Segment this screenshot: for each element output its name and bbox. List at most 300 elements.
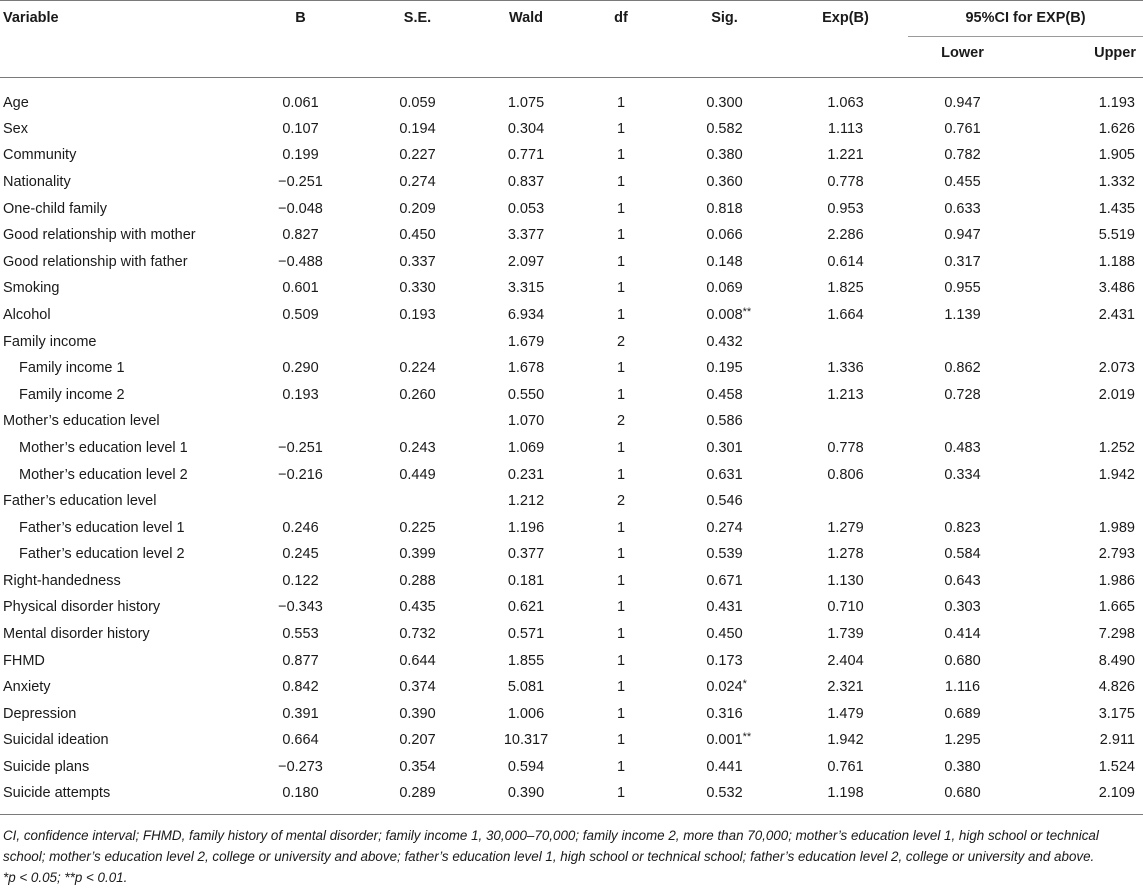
upper-cell: 2.431 bbox=[1098, 306, 1135, 323]
wald-cell: 0.377 bbox=[507, 546, 545, 563]
table-row bbox=[0, 408, 1143, 435]
sig-cell bbox=[666, 647, 783, 674]
lower-cell: 0.455 bbox=[944, 173, 981, 190]
table-footnote bbox=[3, 825, 1139, 888]
se-cell: 0.390 bbox=[399, 705, 436, 722]
table-row bbox=[0, 647, 1143, 674]
variable-cell: FHMD bbox=[3, 652, 45, 669]
b-cell: 0.553 bbox=[282, 626, 319, 643]
b-cell: −0.251 bbox=[278, 173, 323, 190]
lower-cell: 0.483 bbox=[944, 439, 981, 456]
df-cell: 1 bbox=[616, 519, 626, 536]
expb-cell: 0.761 bbox=[827, 759, 864, 776]
header-se: S.E. bbox=[403, 10, 432, 26]
wald-cell: 1.212 bbox=[507, 493, 545, 510]
lower-cell: 0.414 bbox=[944, 626, 981, 643]
sig-value: 0.431 bbox=[706, 599, 743, 616]
wald-cell: 0.771 bbox=[507, 147, 545, 164]
wald-cell: 0.304 bbox=[507, 120, 545, 137]
table-header bbox=[0, 1, 1143, 78]
lower-cell: 0.633 bbox=[944, 200, 981, 217]
se-cell: 0.194 bbox=[399, 120, 436, 137]
sig-cell bbox=[666, 302, 783, 329]
footnote-line: *p < 0.05; **p < 0.01. bbox=[3, 869, 128, 885]
expb-cell bbox=[783, 408, 908, 435]
b-cell: 0.601 bbox=[282, 280, 319, 297]
b-cell: 0.509 bbox=[282, 306, 319, 323]
df-cell: 1 bbox=[616, 147, 626, 164]
expb-cell: 0.953 bbox=[827, 200, 864, 217]
sig-value: 0.195 bbox=[706, 360, 743, 377]
significance-stars: ** bbox=[742, 731, 752, 744]
sig-cell bbox=[666, 568, 783, 595]
se-cell: 0.059 bbox=[399, 94, 436, 111]
b-cell: 0.107 bbox=[282, 120, 319, 137]
header-upper: Upper bbox=[1094, 45, 1136, 61]
variable-cell: Suicide attempts bbox=[3, 785, 111, 802]
table-row bbox=[0, 727, 1143, 754]
b-cell: 0.290 bbox=[282, 360, 319, 377]
expb-cell bbox=[783, 328, 908, 355]
sig-cell bbox=[666, 674, 783, 701]
lower-cell: 0.680 bbox=[944, 785, 981, 802]
upper-cell: 5.519 bbox=[1098, 227, 1135, 244]
variable-cell: Family income bbox=[3, 333, 97, 350]
sig-value: 0.546 bbox=[706, 493, 743, 510]
se-cell: 0.449 bbox=[399, 466, 436, 483]
se-cell: 0.450 bbox=[399, 227, 436, 244]
header-b: B bbox=[295, 10, 306, 26]
table-row bbox=[0, 142, 1143, 169]
sig-cell bbox=[666, 328, 783, 355]
expb-cell: 1.113 bbox=[827, 120, 864, 137]
expb-cell: 0.778 bbox=[827, 173, 864, 190]
wald-cell: 0.621 bbox=[507, 599, 545, 616]
b-cell: 0.877 bbox=[282, 652, 319, 669]
expb-cell: 1.825 bbox=[827, 280, 864, 297]
sig-cell bbox=[666, 169, 783, 196]
df-cell: 1 bbox=[616, 732, 626, 749]
sig-value: 0.631 bbox=[706, 466, 743, 483]
sig-value: 0.148 bbox=[706, 253, 743, 270]
upper-cell: 2.019 bbox=[1098, 386, 1135, 403]
sig-value: 0.066 bbox=[706, 227, 743, 244]
variable-cell: Mental disorder history bbox=[3, 626, 150, 643]
sig-cell bbox=[666, 435, 783, 462]
table-row bbox=[0, 594, 1143, 621]
sig-value: 0.301 bbox=[706, 439, 743, 456]
se-cell: 0.435 bbox=[399, 599, 436, 616]
lower-cell: 0.334 bbox=[944, 466, 981, 483]
sig-cell bbox=[666, 222, 783, 249]
wald-cell: 1.070 bbox=[507, 413, 545, 430]
expb-cell: 0.778 bbox=[827, 439, 864, 456]
se-cell: 0.227 bbox=[399, 147, 436, 164]
lower-cell: 1.116 bbox=[944, 679, 981, 696]
sig-cell bbox=[666, 142, 783, 169]
footnote-line: school; mother’s education level 2, college or university and above; father’s education level 1, high school or technical school; father’s education level 2, college or university and above. bbox=[3, 848, 1095, 864]
table-row bbox=[0, 541, 1143, 568]
expb-cell: 1.279 bbox=[827, 519, 864, 536]
sig-cell bbox=[666, 621, 783, 648]
upper-cell: 8.490 bbox=[1098, 652, 1135, 669]
expb-cell: 1.336 bbox=[827, 360, 864, 377]
b-cell: 0.061 bbox=[282, 94, 319, 111]
expb-cell: 2.321 bbox=[827, 679, 864, 696]
lower-cell: 1.139 bbox=[944, 306, 981, 323]
se-cell: 0.243 bbox=[399, 439, 436, 456]
b-cell: 0.180 bbox=[282, 785, 319, 802]
upper-cell: 2.911 bbox=[1099, 732, 1135, 749]
expb-cell: 1.942 bbox=[827, 732, 864, 749]
df-cell: 1 bbox=[616, 546, 626, 563]
variable-cell: Suicidal ideation bbox=[3, 732, 109, 749]
upper-cell: 4.826 bbox=[1098, 679, 1135, 696]
se-cell: 0.732 bbox=[399, 626, 436, 643]
se-cell: 0.274 bbox=[399, 173, 436, 190]
sig-value: 0.450 bbox=[706, 626, 743, 643]
wald-cell: 5.081 bbox=[507, 679, 545, 696]
upper-cell bbox=[1017, 488, 1143, 515]
lower-cell: 1.295 bbox=[944, 732, 981, 749]
expb-cell: 0.710 bbox=[827, 599, 864, 616]
header-variable: Variable bbox=[3, 10, 59, 26]
lower-cell: 0.947 bbox=[944, 94, 981, 111]
sig-cell bbox=[666, 514, 783, 541]
b-cell: −0.216 bbox=[278, 466, 323, 483]
expb-cell: 1.739 bbox=[827, 626, 864, 643]
table-body bbox=[0, 78, 1143, 815]
variable-cell: Anxiety bbox=[3, 679, 51, 696]
se-cell bbox=[359, 488, 476, 515]
variable-cell: Mother’s education level 1 bbox=[19, 439, 188, 456]
table-row bbox=[0, 302, 1143, 329]
upper-cell: 2.073 bbox=[1098, 360, 1135, 377]
variable-cell: One-child family bbox=[3, 200, 107, 217]
b-cell: −0.343 bbox=[278, 599, 323, 616]
expb-cell: 1.063 bbox=[827, 94, 864, 111]
df-cell: 1 bbox=[616, 466, 626, 483]
sig-cell bbox=[666, 408, 783, 435]
variable-cell: Suicide plans bbox=[3, 759, 90, 776]
table-row bbox=[0, 568, 1143, 595]
table-row bbox=[0, 222, 1143, 249]
se-cell: 0.399 bbox=[399, 546, 436, 563]
wald-cell: 0.837 bbox=[507, 173, 545, 190]
header-sig: Sig. bbox=[711, 10, 738, 26]
expb-cell: 0.614 bbox=[827, 253, 864, 270]
header-ci: 95%CI for EXP(B) bbox=[908, 1, 1143, 37]
sig-value: 0.582 bbox=[706, 120, 743, 137]
lower-cell: 0.303 bbox=[944, 599, 981, 616]
upper-cell: 1.524 bbox=[1098, 759, 1135, 776]
variable-cell: Age bbox=[3, 94, 29, 111]
lower-cell: 0.782 bbox=[944, 147, 981, 164]
significance-stars: * bbox=[742, 678, 747, 691]
sig-cell bbox=[666, 381, 783, 408]
sig-cell bbox=[666, 780, 783, 814]
wald-cell: 3.377 bbox=[507, 227, 545, 244]
df-cell: 1 bbox=[616, 253, 626, 270]
table-row bbox=[0, 275, 1143, 302]
upper-cell: 1.989 bbox=[1098, 519, 1135, 536]
sig-cell bbox=[666, 461, 783, 488]
table-row bbox=[0, 621, 1143, 648]
b-cell: 0.193 bbox=[282, 386, 319, 403]
sig-value: 0.069 bbox=[706, 280, 743, 297]
sig-value: 0.360 bbox=[706, 173, 743, 190]
sig-value: 0.274 bbox=[706, 519, 743, 536]
header-lower: Lower bbox=[941, 45, 984, 61]
se-cell: 0.354 bbox=[399, 759, 436, 776]
sig-value: 0.173 bbox=[706, 652, 743, 669]
lower-cell: 0.317 bbox=[944, 253, 981, 270]
se-cell: 0.207 bbox=[399, 732, 436, 749]
upper-cell: 1.986 bbox=[1098, 572, 1135, 589]
df-cell: 2 bbox=[616, 333, 626, 350]
se-cell: 0.193 bbox=[399, 306, 436, 323]
table-row bbox=[0, 169, 1143, 196]
se-cell: 0.288 bbox=[399, 572, 436, 589]
variable-cell: Sex bbox=[3, 120, 28, 137]
df-cell: 1 bbox=[616, 572, 626, 589]
upper-cell: 1.435 bbox=[1098, 200, 1135, 217]
df-cell: 2 bbox=[616, 493, 626, 510]
se-cell: 0.374 bbox=[399, 679, 436, 696]
wald-cell: 6.934 bbox=[507, 306, 545, 323]
variable-cell: Mother’s education level bbox=[3, 413, 160, 430]
sig-cell bbox=[666, 116, 783, 143]
wald-cell: 0.390 bbox=[507, 785, 545, 802]
table-row bbox=[0, 435, 1143, 462]
upper-cell: 1.942 bbox=[1098, 466, 1135, 483]
lower-cell: 0.380 bbox=[944, 759, 981, 776]
df-cell: 2 bbox=[616, 413, 626, 430]
lower-cell bbox=[908, 408, 1017, 435]
wald-cell: 0.571 bbox=[507, 626, 545, 643]
variable-cell: Smoking bbox=[3, 280, 60, 297]
se-cell: 0.644 bbox=[399, 652, 436, 669]
se-cell bbox=[359, 328, 476, 355]
upper-cell: 2.793 bbox=[1098, 546, 1135, 563]
table-row bbox=[0, 701, 1143, 728]
sig-cell bbox=[666, 701, 783, 728]
wald-cell: 1.006 bbox=[507, 705, 545, 722]
df-cell: 1 bbox=[616, 120, 626, 137]
expb-cell bbox=[783, 488, 908, 515]
lower-cell: 0.689 bbox=[944, 705, 981, 722]
table-row bbox=[0, 78, 1143, 116]
variable-cell: Depression bbox=[3, 705, 77, 722]
lower-cell bbox=[908, 488, 1017, 515]
b-cell: 0.664 bbox=[282, 732, 319, 749]
b-cell: 0.245 bbox=[282, 546, 319, 563]
sig-cell bbox=[666, 594, 783, 621]
se-cell: 0.224 bbox=[399, 360, 436, 377]
sig-cell bbox=[666, 541, 783, 568]
se-cell: 0.260 bbox=[399, 386, 436, 403]
b-cell bbox=[242, 408, 359, 435]
sig-value: 0.024 bbox=[706, 679, 743, 696]
table-row bbox=[0, 195, 1143, 222]
wald-cell: 10.317 bbox=[503, 732, 549, 749]
sig-value: 0.671 bbox=[706, 572, 743, 589]
expb-cell: 1.221 bbox=[827, 147, 864, 164]
df-cell: 1 bbox=[616, 173, 626, 190]
b-cell: 0.122 bbox=[282, 572, 319, 589]
variable-cell: Alcohol bbox=[3, 306, 51, 323]
df-cell: 1 bbox=[616, 360, 626, 377]
expb-cell: 1.278 bbox=[827, 546, 864, 563]
b-cell: −0.048 bbox=[278, 200, 323, 217]
table-row bbox=[0, 116, 1143, 143]
upper-cell bbox=[1017, 408, 1143, 435]
se-cell: 0.225 bbox=[399, 519, 436, 536]
se-cell: 0.337 bbox=[399, 253, 436, 270]
lower-cell: 0.584 bbox=[944, 546, 981, 563]
df-cell: 1 bbox=[616, 679, 626, 696]
lower-cell: 0.680 bbox=[944, 652, 981, 669]
sig-value: 0.008 bbox=[706, 306, 743, 323]
variable-cell: Family income 2 bbox=[19, 386, 125, 403]
variable-cell: Father’s education level 2 bbox=[19, 546, 185, 563]
sig-value: 0.316 bbox=[706, 705, 743, 722]
sig-value: 0.532 bbox=[706, 785, 743, 802]
sig-cell bbox=[666, 195, 783, 222]
sig-cell bbox=[666, 754, 783, 781]
expb-cell: 1.198 bbox=[827, 785, 864, 802]
lower-cell: 0.862 bbox=[944, 360, 981, 377]
b-cell: −0.488 bbox=[278, 253, 323, 270]
variable-cell: Mother’s education level 2 bbox=[19, 466, 188, 483]
table-row bbox=[0, 328, 1143, 355]
wald-cell: 1.069 bbox=[507, 439, 545, 456]
sig-value: 0.432 bbox=[706, 333, 743, 350]
se-cell: 0.330 bbox=[399, 280, 436, 297]
sig-value: 0.818 bbox=[706, 200, 743, 217]
wald-cell: 0.053 bbox=[507, 200, 545, 217]
expb-cell: 0.806 bbox=[827, 466, 864, 483]
expb-cell: 1.664 bbox=[827, 306, 864, 323]
df-cell: 1 bbox=[616, 652, 626, 669]
sig-cell bbox=[666, 488, 783, 515]
table-row bbox=[0, 355, 1143, 382]
upper-cell: 1.332 bbox=[1098, 173, 1135, 190]
header-df: df bbox=[614, 10, 628, 26]
upper-cell: 7.298 bbox=[1098, 626, 1135, 643]
b-cell: −0.273 bbox=[278, 759, 323, 776]
significance-stars: ** bbox=[742, 305, 752, 318]
wald-cell: 1.075 bbox=[507, 94, 545, 111]
lower-cell bbox=[908, 328, 1017, 355]
sig-value: 0.539 bbox=[706, 546, 743, 563]
b-cell: −0.251 bbox=[278, 439, 323, 456]
table-row bbox=[0, 514, 1143, 541]
variable-cell: Nationality bbox=[3, 173, 71, 190]
lower-cell: 0.761 bbox=[944, 120, 981, 137]
table-row bbox=[0, 248, 1143, 275]
se-cell bbox=[359, 408, 476, 435]
variable-cell: Father’s education level 1 bbox=[19, 519, 185, 536]
b-cell: 0.391 bbox=[282, 705, 319, 722]
sig-cell bbox=[666, 355, 783, 382]
df-cell: 1 bbox=[616, 94, 626, 111]
expb-cell: 1.213 bbox=[827, 386, 864, 403]
variable-cell: Community bbox=[3, 147, 77, 164]
upper-cell: 1.665 bbox=[1098, 599, 1135, 616]
sig-value: 0.441 bbox=[706, 759, 743, 776]
wald-cell: 1.678 bbox=[507, 360, 545, 377]
sig-value: 0.001 bbox=[706, 732, 743, 749]
sig-value: 0.380 bbox=[706, 147, 743, 164]
sig-cell bbox=[666, 727, 783, 754]
upper-cell: 1.252 bbox=[1098, 439, 1135, 456]
b-cell: 0.827 bbox=[282, 227, 319, 244]
variable-cell: Good relationship with mother bbox=[3, 227, 196, 244]
df-cell: 1 bbox=[616, 439, 626, 456]
table-row bbox=[0, 780, 1143, 814]
wald-cell: 2.097 bbox=[507, 253, 545, 270]
sig-cell bbox=[666, 275, 783, 302]
variable-cell: Right-handedness bbox=[3, 572, 121, 589]
df-cell: 1 bbox=[616, 785, 626, 802]
wald-cell: 0.231 bbox=[507, 466, 545, 483]
sig-cell bbox=[666, 248, 783, 275]
sig-value: 0.300 bbox=[706, 94, 743, 111]
se-cell: 0.289 bbox=[399, 785, 436, 802]
wald-cell: 1.855 bbox=[507, 652, 545, 669]
sig-value: 0.586 bbox=[706, 413, 743, 430]
upper-cell: 1.905 bbox=[1098, 147, 1135, 164]
df-cell: 1 bbox=[616, 599, 626, 616]
se-cell: 0.209 bbox=[399, 200, 436, 217]
expb-cell: 2.404 bbox=[827, 652, 864, 669]
df-cell: 1 bbox=[616, 306, 626, 323]
lower-cell: 0.728 bbox=[944, 386, 981, 403]
wald-cell: 1.196 bbox=[507, 519, 545, 536]
b-cell bbox=[242, 488, 359, 515]
table-row bbox=[0, 674, 1143, 701]
table-row bbox=[0, 754, 1143, 781]
df-cell: 1 bbox=[616, 200, 626, 217]
variable-cell: Father’s education level bbox=[3, 493, 157, 510]
b-cell: 0.842 bbox=[282, 679, 319, 696]
wald-cell: 1.679 bbox=[507, 333, 545, 350]
wald-cell: 3.315 bbox=[507, 280, 545, 297]
upper-cell: 1.193 bbox=[1098, 94, 1135, 111]
lower-cell: 0.955 bbox=[944, 280, 981, 297]
df-cell: 1 bbox=[616, 227, 626, 244]
wald-cell: 0.550 bbox=[507, 386, 545, 403]
upper-cell: 3.175 bbox=[1098, 705, 1135, 722]
upper-cell: 1.626 bbox=[1098, 120, 1135, 137]
lower-cell: 0.947 bbox=[944, 227, 981, 244]
wald-cell: 0.594 bbox=[507, 759, 545, 776]
table-row bbox=[0, 488, 1143, 515]
df-cell: 1 bbox=[616, 386, 626, 403]
df-cell: 1 bbox=[616, 626, 626, 643]
b-cell: 0.246 bbox=[282, 519, 319, 536]
variable-cell: Physical disorder history bbox=[3, 599, 161, 616]
upper-cell: 1.188 bbox=[1098, 253, 1135, 270]
wald-cell: 0.181 bbox=[507, 572, 545, 589]
lower-cell: 0.643 bbox=[944, 572, 981, 589]
variable-cell: Good relationship with father bbox=[3, 253, 188, 270]
variable-cell: Family income 1 bbox=[19, 360, 125, 377]
expb-cell: 1.130 bbox=[827, 572, 864, 589]
b-cell: 0.199 bbox=[282, 147, 319, 164]
footnote-line: CI, confidence interval; FHMD, family history of mental disorder; family income 1, 30,000–70,000; family income 2, more than 70,000; mother’s education level 1, high school or technical bbox=[3, 827, 1099, 843]
